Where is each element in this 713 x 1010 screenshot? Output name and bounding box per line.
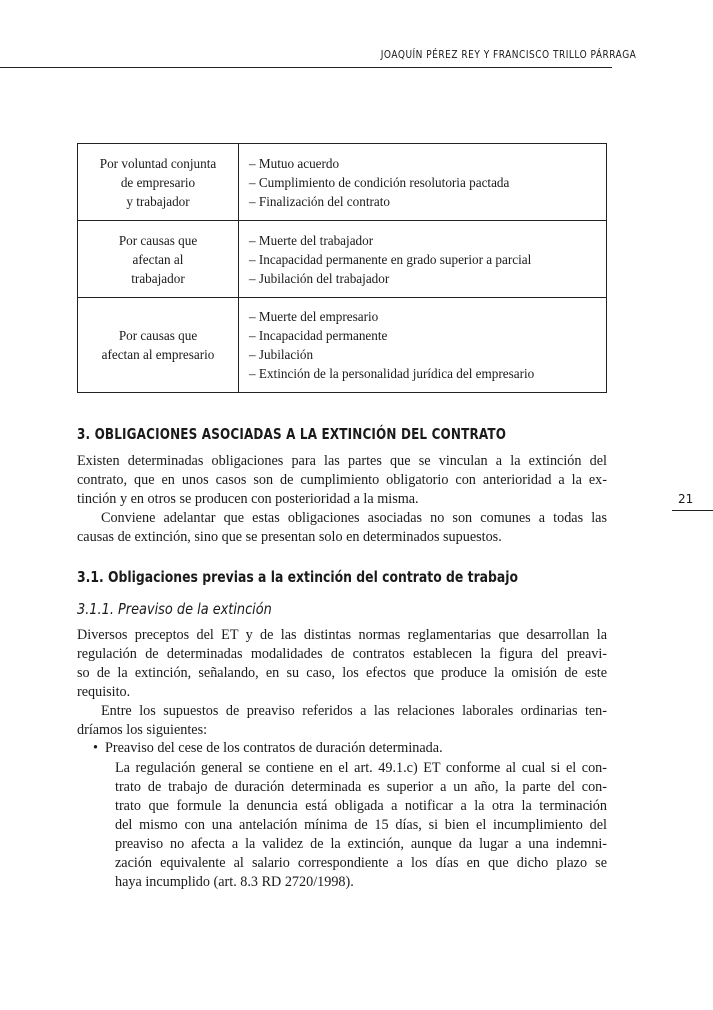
text-line: preaviso no afecta a la validez de la extinción, aunque da lugar a una indemni- xyxy=(115,836,607,852)
text-line: regulación de determinadas modalidades de contratos establecen la figura del preavi- xyxy=(77,646,607,662)
paragraph xyxy=(77,626,607,702)
cause-line: trabajador xyxy=(131,270,185,286)
effects-cell xyxy=(239,298,607,393)
effects-cell xyxy=(239,144,607,221)
text-line: Conviene adelantar que estas obligaciones asociadas no son comunes a todas las xyxy=(101,510,607,526)
subsection-heading: 3.1. Obligaciones previas a la extinción del contrato de trabajo xyxy=(77,568,519,586)
running-head: JOAQUÍN PÉREZ REY Y FRANCISCO TRILLO PÁRRAGA xyxy=(380,48,637,61)
text-line: causas de extinción, sino que se presentan solo en determinados supuestos. xyxy=(77,529,502,545)
header-rule xyxy=(0,67,612,68)
text-line: requisito. xyxy=(77,684,131,700)
table-row xyxy=(78,144,607,221)
cause-line: Por causas que xyxy=(118,232,198,248)
cause-line: afectan al xyxy=(132,251,184,267)
table-row xyxy=(78,298,607,393)
cause-cell xyxy=(78,298,239,393)
bullet-item xyxy=(93,740,443,757)
cause-cell xyxy=(78,221,239,298)
effects-cell xyxy=(239,221,607,298)
cause-line: Por causas que xyxy=(118,328,198,343)
bullet-label: Preaviso del cese de los contratos de duración determinada. xyxy=(105,740,443,756)
cause-cell xyxy=(78,144,239,221)
text-line: haya incumplido (art. 8.3 RD 2720/1998). xyxy=(115,874,354,890)
text-line: so de la extinción, señalando, en su caso, los efectos que produce la omisión de este xyxy=(77,665,607,681)
cause-line: afectan al empresario xyxy=(101,347,215,362)
effect-item: – Finalización del contrato xyxy=(249,193,390,209)
text-line: Entre los supuestos de preaviso referidos a las relaciones laborales ordinarias ten- xyxy=(101,703,607,719)
text-line: contrato, que en unos casos son de cumplimiento obligatorio con anterioridad a la ex- xyxy=(77,472,607,488)
bullet-paragraph xyxy=(115,759,607,892)
text-line: tinción y en otros se producen con posterioridad a la misma. xyxy=(77,491,419,507)
text-line: dríamos los siguientes: xyxy=(77,722,208,738)
cause-line: Por voluntad conjunta xyxy=(99,155,217,171)
effect-item: – Mutuo acuerdo xyxy=(249,155,340,171)
effect-item: – Cumplimiento de condición resolutoria pactada xyxy=(249,174,510,190)
effect-item: – Muerte del empresario xyxy=(249,309,379,324)
text-line: trato de trabajo de duración determinada es superior a un año, la parte del con- xyxy=(115,779,607,795)
page-number-rule xyxy=(672,510,713,511)
cause-line: de empresario xyxy=(120,174,196,190)
effect-item: – Jubilación del trabajador xyxy=(249,270,390,286)
effect-item: – Incapacidad permanente xyxy=(249,328,388,343)
section-heading: 3. OBLIGACIONES ASOCIADAS A LA EXTINCIÓN DEL CONTRATO xyxy=(77,425,507,443)
text-line: del mismo con una antelación mínima de 15 días, si bien el incumplimiento del xyxy=(115,817,607,833)
text-line: Existen determinadas obligaciones para las partes que se vinculan a la extinción del xyxy=(77,453,607,469)
text-line: La regulación general se contiene en el art. 49.1.c) ET conforme al cual si el con- xyxy=(115,760,607,776)
bullet-icon: • xyxy=(93,740,98,756)
subsubsection-heading: 3.1.1. Preaviso de la extinción xyxy=(77,600,272,618)
paragraph xyxy=(77,509,607,547)
paragraph xyxy=(77,702,607,740)
table-row xyxy=(78,221,607,298)
effect-item: – Jubilación xyxy=(249,347,314,362)
paragraph xyxy=(77,452,607,509)
effect-item: – Muerte del trabajador xyxy=(249,232,374,248)
effect-item: – Extinción de la personalidad jurídica del empresario xyxy=(249,366,535,381)
effect-item: – Incapacidad permanente en grado superior a parcial xyxy=(249,251,532,267)
page-number: 21 xyxy=(678,492,694,506)
text-line: zación equivalente al salario correspondiente a los días en que dicho plazo se xyxy=(115,855,607,871)
text-line: trato que formule la denuncia está obligada a notificar a la otra la terminación xyxy=(115,798,607,814)
cause-line: y trabajador xyxy=(126,193,190,209)
text-line: Diversos preceptos del ET y de las distintas normas reglamentarias que desarrollan la xyxy=(77,627,607,643)
extinction-causes-table xyxy=(77,143,607,393)
